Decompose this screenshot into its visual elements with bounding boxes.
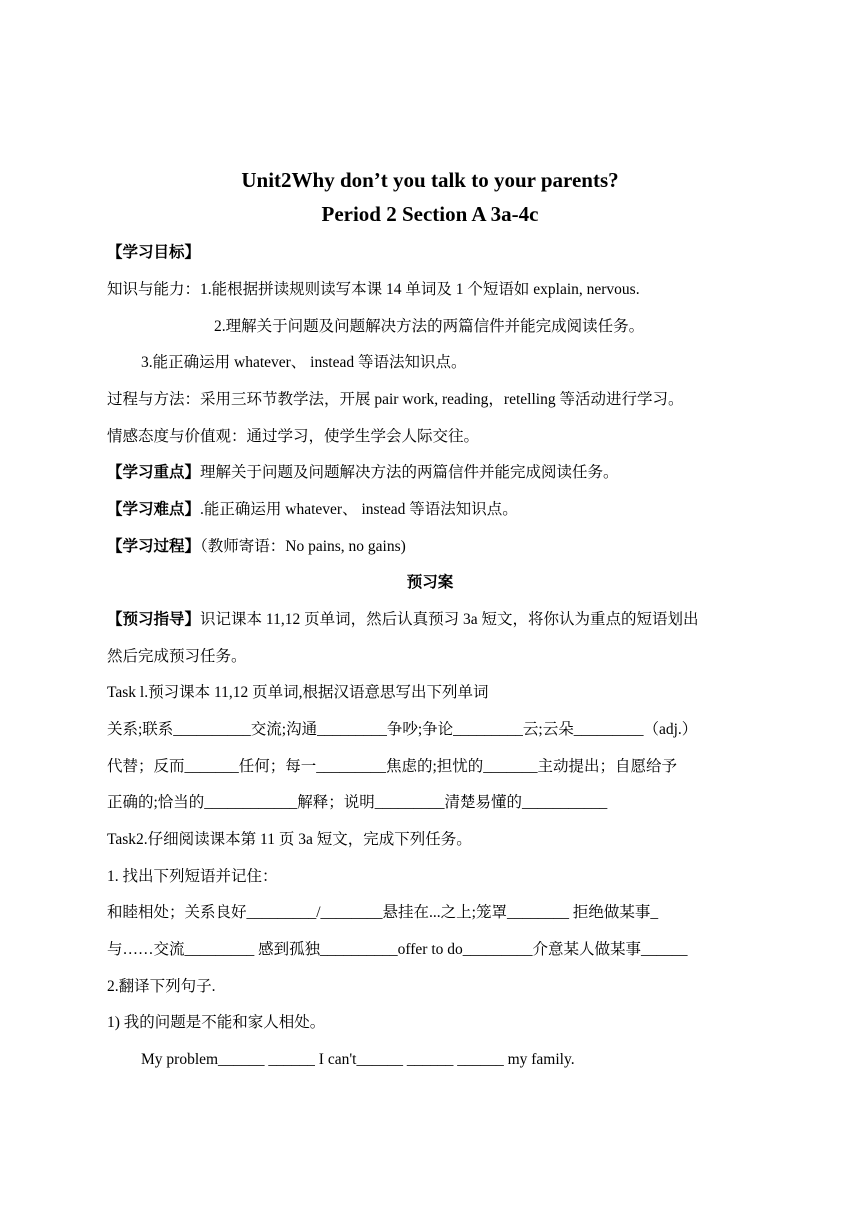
words-line-2: 代替；反而_______任何；每一_________焦虑的;担忧的_______主动提出；自愿给予 — [107, 758, 678, 775]
document-subtitle: Period 2 Section A 3a-4c — [321, 202, 539, 226]
key-point-text: 理解关于问题及问题解决方法的两篇信件并能完成阅读任务。 — [200, 464, 619, 481]
learning-process-label: 【学习过程】 — [107, 538, 201, 555]
emotion-line: 情感态度与价值观：通过学习，使学生学会人际交往。 — [107, 428, 480, 445]
knowledge-line-3: 3.能正确运用 whatever、 instead 等语法知识点。 — [141, 354, 467, 371]
task1-heading: Task l.预习课本 11,12 页单词,根据汉语意思写出下列单词 — [107, 684, 489, 701]
difficulty-text: .能正确运用 whatever、 instead 等语法知识点。 — [200, 501, 518, 518]
preview-guide-label: 【预习指导】 — [107, 611, 201, 628]
preview-guide-text: 识记课本 11,12 页单词，然后认真预习 3a 短文，将你认为重点的短语划出 — [200, 611, 699, 628]
item-2-heading: 2.翻译下列句子. — [107, 978, 216, 995]
key-point-line — [107, 463, 770, 483]
preview-guide-line — [107, 610, 770, 630]
knowledge-line-2: 2.理解关于问题及问题解决方法的两篇信件并能完成阅读任务。 — [214, 318, 645, 335]
task2-heading: Task2.仔细阅读课本第 11 页 3a 短文，完成下列任务。 — [107, 831, 472, 848]
key-point-label: 【学习重点】 — [107, 464, 201, 481]
difficulty-line — [107, 500, 770, 520]
sentence-1-chinese: 1) 我的问题是不能和家人相处。 — [107, 1014, 326, 1031]
difficulty-label: 【学习难点】 — [107, 501, 201, 518]
phrases-line-2: 与……交流_________ 感到孤独__________offer to do_________介意某人做某事______ — [107, 941, 688, 958]
preview-guide-line-2: 然后完成预习任务。 — [107, 648, 247, 665]
sentence-1-blank: My problem______ ______ I can't______ ______ ______ my family. — [141, 1051, 575, 1068]
phrases-line-1: 和睦相处；关系良好_________/________悬挂在...之上;笼罩________ 拒绝做某事_ — [107, 904, 659, 921]
words-line-1: 关系;联系__________交流;沟通_________争吵;争论_________云;云朵_________（adj.） — [107, 721, 698, 738]
learning-process-text: （教师寄语：No pains, no gains) — [200, 538, 406, 555]
knowledge-line-1: 知识与能力：1.能根据拼读规则读写本课 14 单词及 1 个短语如 explain, nervous. — [107, 281, 640, 298]
words-line-3: 正确的;恰当的____________解释；说明_________清楚易懂的___________ — [107, 794, 608, 811]
learning-process-line — [107, 537, 770, 557]
item-1-heading: 1. 找出下列短语并记住： — [107, 868, 278, 885]
document-title: Unit2Why don’t you talk to your parents? — [241, 168, 619, 192]
preview-title: 预习案 — [406, 574, 454, 591]
objectives-header: 【学习目标】 — [107, 244, 201, 261]
process-method-line: 过程与方法：采用三环节教学法，开展 pair work, reading，retelling 等活动进行学习。 — [107, 391, 684, 408]
